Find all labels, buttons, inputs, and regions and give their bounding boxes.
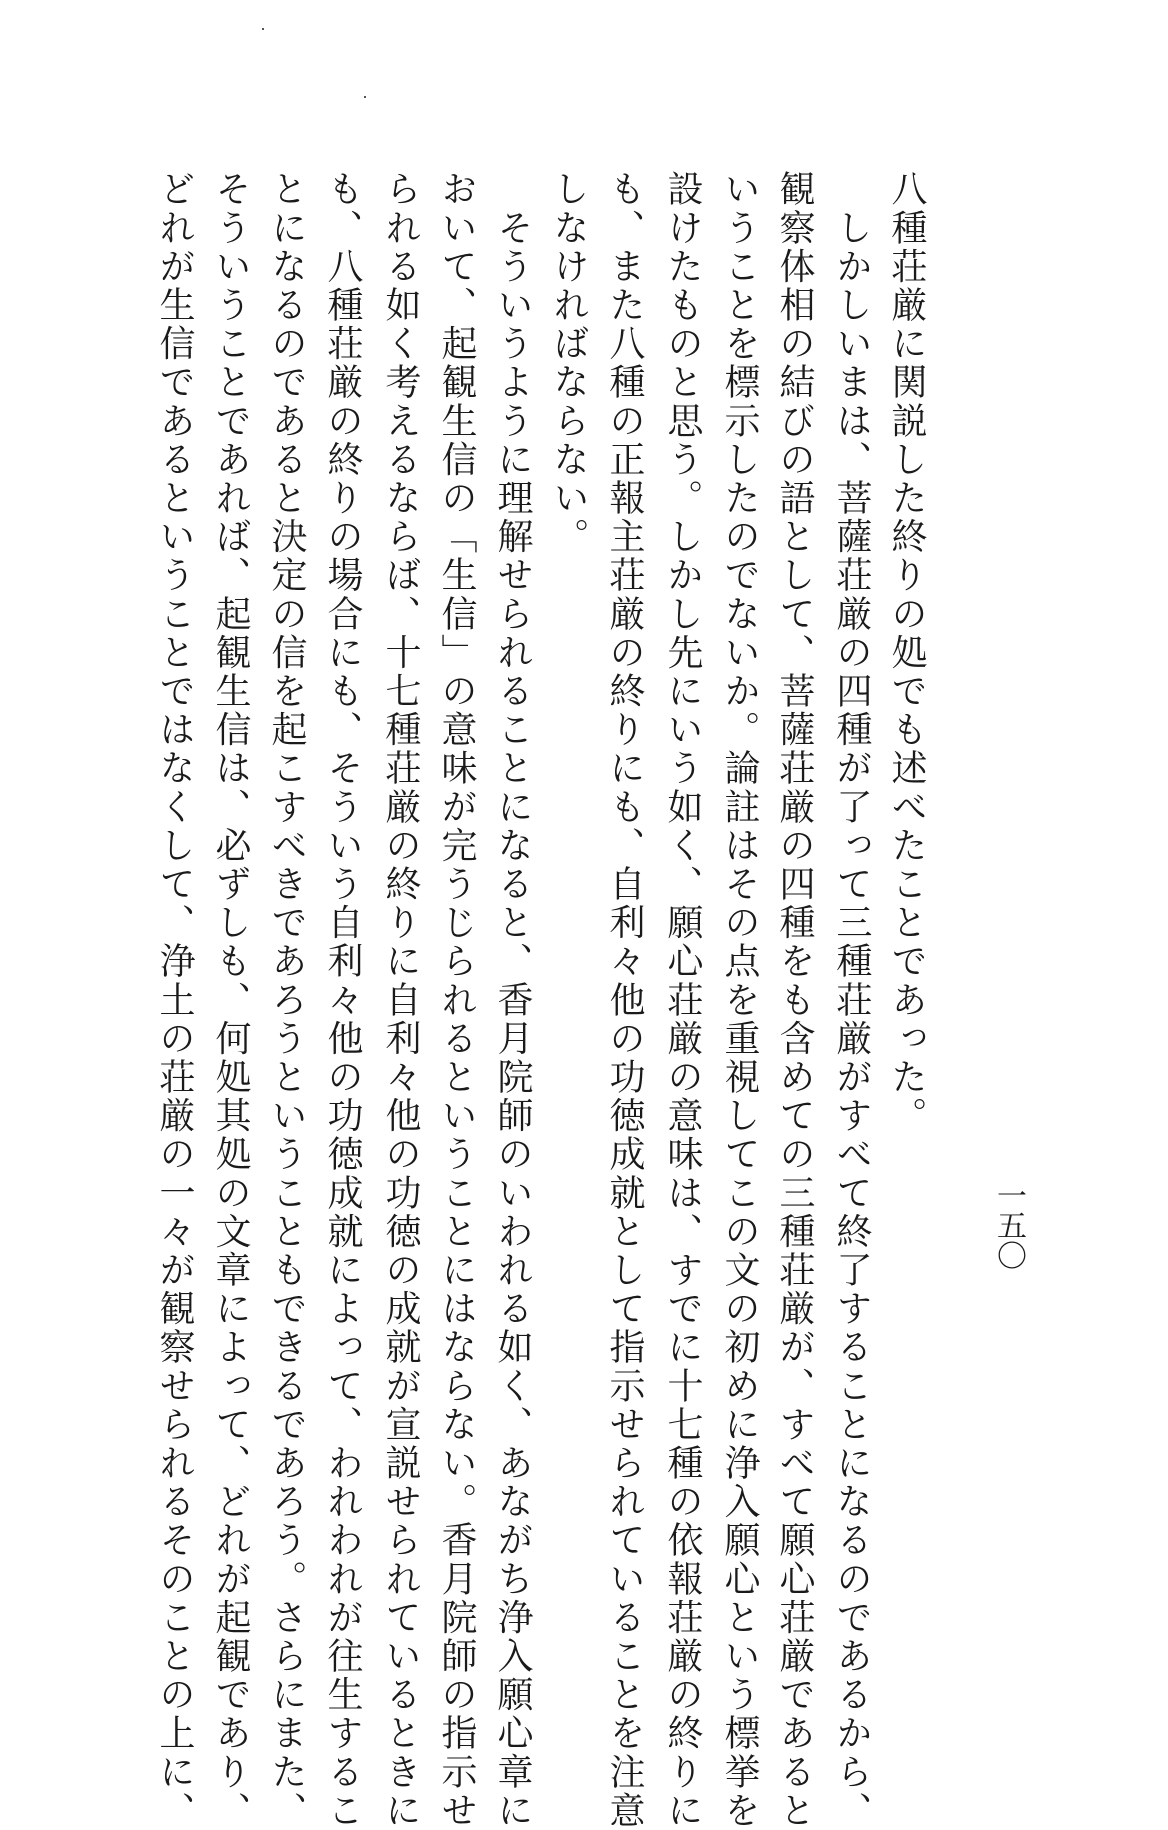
text-line-7: しなければならない。 bbox=[548, 170, 589, 556]
text-line-9: おいて、起観生信の「生信」の意味が完うじられるということにはならない。香月院師の指示せ bbox=[436, 170, 477, 1830]
text-line-3: 観察体相の結びの語として、菩薩荘厳の四種をも含めての三種荘厳が、すべて願心荘厳であると bbox=[774, 170, 815, 1830]
text-line-6: も、また八種の正報主荘厳の終りにも、自利々他の功徳成就として指示せられていることを注意 bbox=[604, 170, 645, 1830]
text-line-14: どれが生信であるということではなくして、浄土の荘厳の一々が観察せられるそのことの上に、 bbox=[154, 170, 195, 1830]
text-line-8: そういうように理解せられることになると、香月院師のいわれる如く、あながち浄入願心章に bbox=[492, 170, 533, 1830]
page-number: 一五〇 bbox=[991, 1180, 1026, 1270]
stray-mark bbox=[262, 28, 264, 30]
stray-mark bbox=[364, 96, 366, 98]
text-line-10: られる如く考えるならば、十七種荘厳の終りに自利々他の功徳の成就が宣説せられているときに bbox=[380, 170, 421, 1830]
text-line-5: 設けたものと思う。しかし先にいう如く、願心荘厳の意味は、すでに十七種の依報荘厳の終りに bbox=[662, 170, 703, 1830]
text-line-12: とになるのであると決定の信を起こすべきであろうということもできるであろう。さらにまた、 bbox=[266, 170, 307, 1830]
text-line-2: しかしいまは、菩薩荘厳の四種が了って三種荘厳がすべて終了することになるのであるから、 bbox=[831, 170, 872, 1830]
text-line-13: そういうことであれば、起観生信は、必ずしも、何処其処の文章によって、どれが起観であり、 bbox=[210, 170, 251, 1830]
text-line-4: いうことを標示したのでないか。論註はその点を重視してこの文の初めに浄入願心という標挙を bbox=[719, 170, 760, 1830]
text-line-11: も、八種荘厳の終りの場合にも、そういう自利々他の功徳成就によって、われわれが往生するこ bbox=[322, 170, 363, 1830]
text-line-1: 八種荘厳に関説した終りの処でも述べたことであった。 bbox=[886, 170, 927, 1135]
